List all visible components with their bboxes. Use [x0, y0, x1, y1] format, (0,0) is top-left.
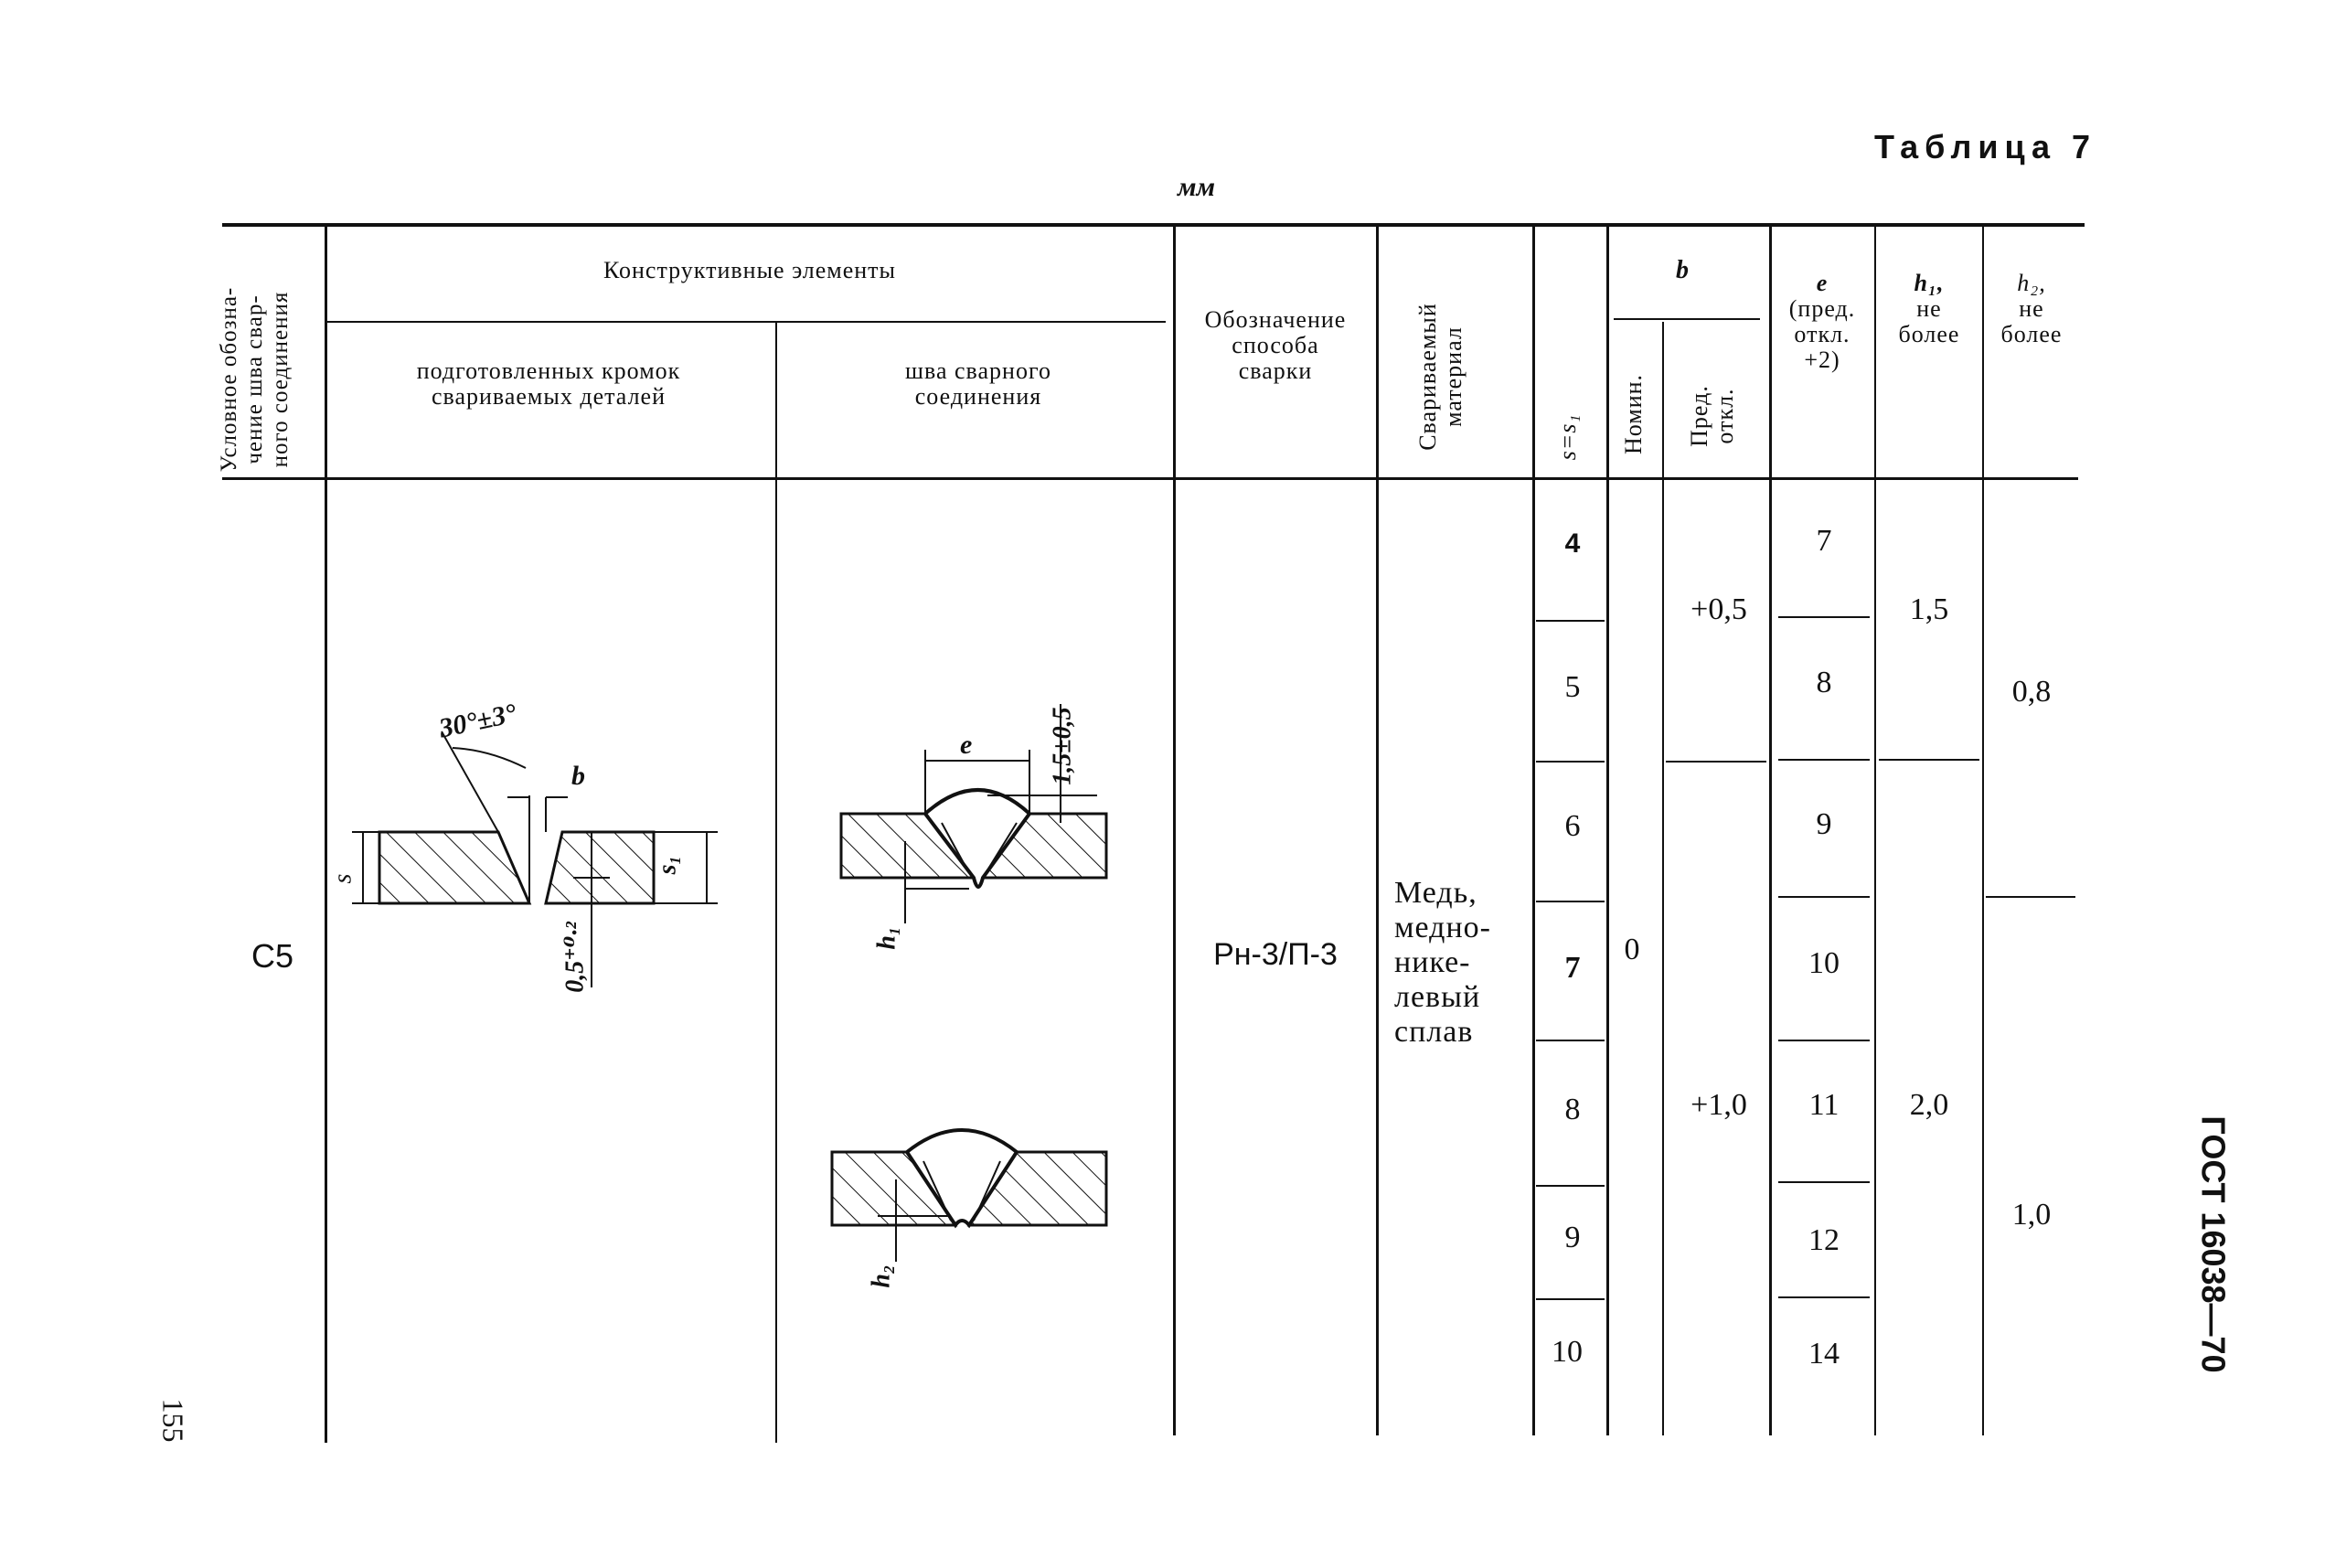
table-title: Таблица 7: [1874, 128, 2097, 165]
angle-label: 30°±3°: [436, 698, 519, 744]
col-line-3: [1173, 227, 1176, 1435]
units-label: мм: [1178, 172, 1216, 202]
h2-label: h₂: [867, 1264, 896, 1288]
h2-sep: [1986, 896, 2075, 898]
header-b-nominal: Номин.: [1620, 373, 1647, 455]
e-value-7: 7: [1816, 524, 1832, 558]
b-tolerance-1: +0,5: [1690, 592, 1747, 626]
s-value-4: 4: [1564, 528, 1581, 559]
e-sep-1: [1778, 616, 1870, 618]
header-structural-elements: Конструктивные элементы: [603, 257, 897, 283]
s-sep-1: [1536, 620, 1605, 622]
e-value-10: 10: [1808, 946, 1840, 980]
e-value-9: 9: [1816, 807, 1832, 841]
s-label: s: [328, 873, 357, 884]
e-sep-4: [1778, 1040, 1870, 1041]
s-value-7: 7: [1564, 951, 1581, 985]
header-b-tolerance: Пред. откл.: [1686, 385, 1738, 447]
header-welding-method: Обозначение способа сварки: [1204, 306, 1347, 384]
s-sep-3: [1536, 901, 1605, 902]
standard-label: ГОСТ 16038—70: [2194, 1115, 2233, 1373]
gap-label: b: [571, 761, 585, 791]
s-sep-5: [1536, 1185, 1605, 1187]
root-label: 0,5⁺⁰·²: [560, 922, 590, 993]
header-seam-designation: Условное обозна- чение шва свар- ного соединения: [217, 286, 293, 473]
s-value-8: 8: [1564, 1093, 1581, 1126]
s-sep-4: [1536, 1040, 1605, 1041]
header-h2: h₂, не более: [2000, 270, 2063, 347]
row-method: Рн-3/П-3: [1213, 937, 1338, 972]
header-e: e (пред. откл. +2): [1788, 270, 1856, 373]
h1-label: h₁: [872, 926, 901, 950]
s-value-5: 5: [1564, 670, 1581, 704]
h2-value-1: 0,8: [2011, 675, 2052, 709]
s-sep-2: [1536, 761, 1605, 763]
s-value-9: 9: [1564, 1221, 1581, 1254]
b-subheader-line: [1614, 318, 1760, 320]
h1-value-1: 1,5: [1909, 592, 1949, 626]
e-sep-2: [1778, 759, 1870, 761]
b-sep: [1666, 761, 1766, 763]
page-number: 155: [156, 1398, 190, 1443]
s-sep-6: [1536, 1298, 1605, 1300]
col-line-2: [775, 322, 777, 1443]
col-line-4: [1376, 227, 1379, 1435]
header-prepared-edges: подготовленных кромок свариваемых деталей: [416, 357, 681, 410]
b-tolerance-2: +1,0: [1690, 1088, 1747, 1122]
col-line-6: [1606, 227, 1609, 1435]
h2-value-2: 1,0: [2011, 1198, 2052, 1232]
row-material: Медь, медно- нике- левый сплав: [1394, 876, 1491, 1049]
e-sep-3: [1778, 896, 1870, 898]
e-value-14: 14: [1808, 1337, 1840, 1371]
header-b: b: [1676, 256, 1689, 284]
weld-seam-drawing: [805, 686, 1134, 1307]
e-value-12: 12: [1808, 1223, 1840, 1257]
col-line-9: [1874, 227, 1876, 1435]
col-line-10: [1982, 227, 1984, 1435]
header-material: Свариваемый материал: [1414, 303, 1466, 451]
e-value-11: 11: [1808, 1088, 1840, 1122]
col-line-5: [1532, 227, 1535, 1435]
reinforcement-label: 1,5±0,5: [1048, 707, 1077, 785]
header-bottom-border: [222, 477, 2078, 480]
e-value-8: 8: [1816, 666, 1832, 699]
header-weld-seam: шва сварного соединения: [905, 357, 1051, 410]
row-designation: С5: [251, 937, 294, 975]
struct-subheader-line: [327, 321, 1166, 323]
b-nominal-value: 0: [1624, 933, 1640, 966]
header-h1: h₁, не более: [1898, 270, 1960, 347]
s-value-10: 10: [1552, 1335, 1583, 1369]
e-label: e: [960, 730, 973, 760]
h1-value-2: 2,0: [1909, 1088, 1949, 1122]
prepared-edges-drawing: [334, 695, 763, 1006]
col-line-7: [1662, 322, 1664, 1435]
header-thickness: s=s₁: [1554, 413, 1581, 461]
s1-label: s₁: [653, 855, 682, 875]
col-line-8: [1769, 227, 1772, 1435]
e-sep-5: [1778, 1181, 1870, 1183]
s-value-6: 6: [1564, 809, 1581, 843]
table-top-border: [222, 223, 2085, 227]
e-sep-6: [1778, 1296, 1870, 1298]
h1-sep: [1879, 759, 1979, 761]
col-line-1: [325, 227, 327, 1443]
